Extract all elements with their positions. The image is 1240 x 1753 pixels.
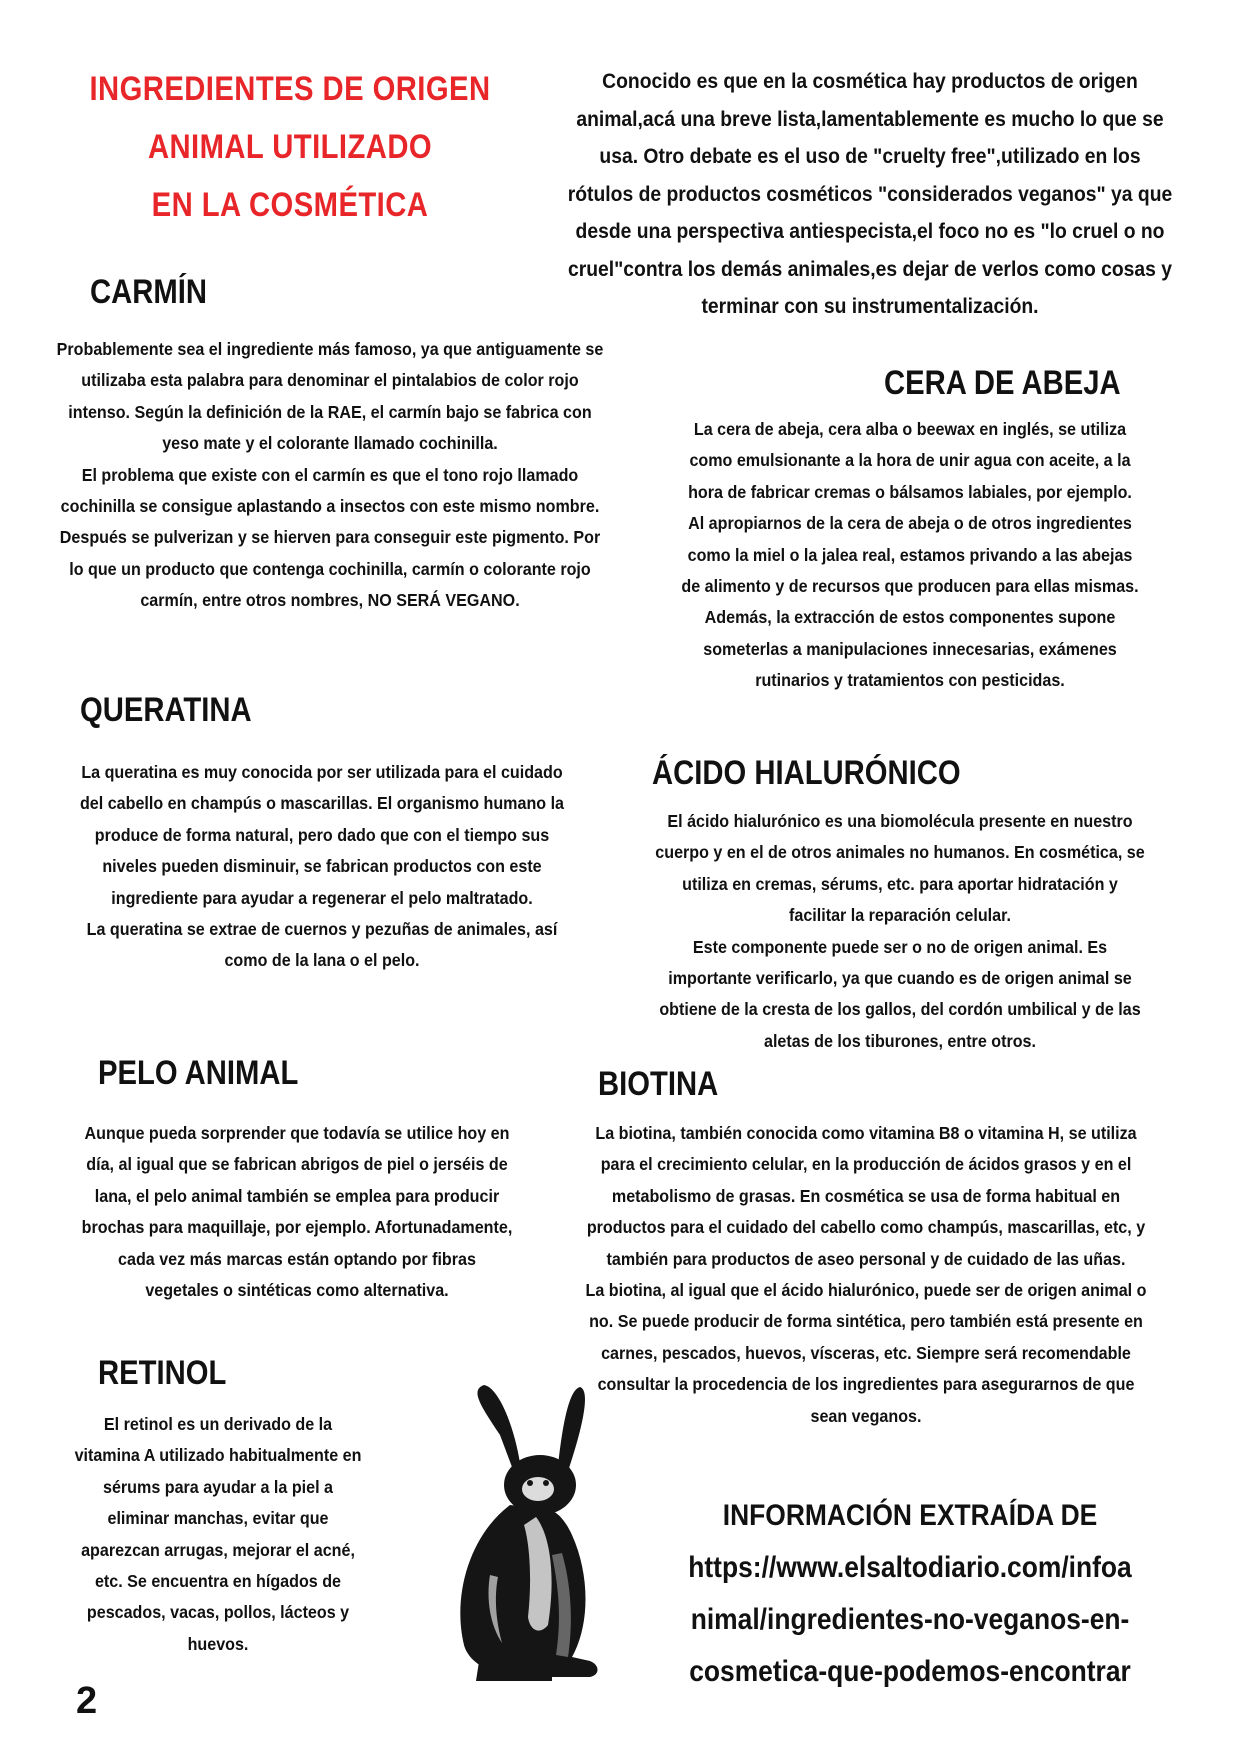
section-retinol-text bbox=[71, 1409, 365, 1660]
heading-acido-hialuronico: ÁCIDO HIALURÓNICO bbox=[652, 754, 961, 792]
biotina-paragraph-1: La biotina, también conocida como vitamina B8 o vitamina H, se utiliza para el crecimiento celular, en la producción de ácidos grasos y en el metabolismo de grasas. En cosmética se usa de forma habitual en productos para el cuidado del cabello como champús, mascarillas, etc, y también para productos de aseo personal y de cuidado de las uñas. bbox=[586, 1123, 1146, 1269]
queratina-paragraph-2: La queratina se extrae de cuernos y pezuñas de animales, así como de la lana o el pelo. bbox=[86, 919, 558, 971]
acido-paragraph-2: Este componente puede ser o no de origen animal. Es importante verificarlo, ya que cuando es de origen animal se obtiene de la cresta de los gallos, del cordón umbilical y de las aletas de los tiburones, entre otros. bbox=[659, 936, 1141, 1051]
heading-cera-de-abeja: CERA DE ABEJA bbox=[884, 364, 1121, 402]
section-carmin-text bbox=[54, 334, 606, 617]
cera-paragraph-2: Además, la extracción de estos componentes supone someterlas a manipulaciones innecesarias, exámenes rutinarios y tratamientos con pesticidas. bbox=[703, 607, 1117, 691]
rabbit-icon bbox=[440, 1385, 620, 1685]
intro-paragraph: Conocido es que en la cosmética hay productos de origen animal,acá una breve lista,lamentablemente es mucho lo que se usa. Otro debate es el uso de "cruelty free",utilizado en los rótulos de productos cosméticos "considerados veganos" ya que desde una perspectiva antiespecista,el foco no es "lo cruel o no cruel"contra los demás animales,es dejar de verlos como cosas y terminar con su instrumentalización. bbox=[567, 70, 1173, 318]
section-biotina-text bbox=[581, 1118, 1151, 1432]
source-url-line-3: cosmetica-que-podemos-encontrar bbox=[689, 1655, 1131, 1688]
acido-paragraph-1: El ácido hialurónico es una biomolécula presente en nuestro cuerpo y en el de otros animales no humanos. En cosmética, se utiliza en cremas, sérums, etc. para aportar hidratación y facilitar la reparación celular. bbox=[655, 811, 1145, 926]
title-line-1: INGREDIENTES DE ORIGEN bbox=[89, 70, 491, 108]
cera-paragraph-1: La cera de abeja, cera alba o beewax en inglés, se utiliza como emulsionante a la hora de unir agua con aceite, a la hora de fabricar cremas o bálsamos labiales, por ejemplo. Al apropiarnos de la cera de abeja o de otros ingredientes como la miel o la jalea real, estamos privando a las abejas de alimento y de recursos que producen para ellas mismas. bbox=[681, 419, 1139, 597]
source-label: INFORMACIÓN EXTRAÍDA DE bbox=[722, 1499, 1098, 1532]
queratina-paragraph-1: La queratina es muy conocida por ser utilizada para el cuidado del cabello en champús o mascarillas. El organismo humano la produce de forma natural, pero dado que con el tiempo sus niveles pueden disminuir, se fabrican productos con este ingrediente para ayudar a regenerar el pelo maltratado. bbox=[79, 762, 565, 908]
heading-pelo-animal: PELO ANIMAL bbox=[98, 1054, 299, 1092]
heading-carmin: CARMÍN bbox=[90, 273, 207, 311]
carmin-paragraph-2: El problema que existe con el carmín es que el tono rojo llamado cochinilla se consigue aplastando a insectos con este mismo nombre. Después se pulverizan y se hierven para conseguir este pigmento. Por lo que un producto que contenga cochinilla, carmín o colorante rojo carmín, entre otros nombres, NO SERÁ VEGANO. bbox=[59, 464, 601, 611]
heading-retinol: RETINOL bbox=[98, 1354, 227, 1392]
heading-biotina: BIOTINA bbox=[598, 1065, 719, 1103]
title-line-3: EN LA COSMÉTICA bbox=[151, 186, 429, 224]
source-block bbox=[672, 1490, 1147, 1698]
title-line-2: ANIMAL UTILIZADO bbox=[147, 128, 433, 166]
section-queratina-text bbox=[74, 757, 571, 977]
biotina-paragraph-2: La biotina, al igual que el ácido hialurónico, puede ser de origen animal o no. Se puede producir de forma sintética, pero también está presente en carnes, pescados, huevos, vísceras, etc. Siempre será recomendable consultar la procedencia de los ingredientes para asegurarnos de que sean veganos. bbox=[585, 1280, 1147, 1426]
page-number: 2 bbox=[76, 1680, 98, 1722]
carmin-paragraph-1: Probablemente sea el ingrediente más famoso, ya que antiguamente se utilizaba esta palabra para denominar el pintalabios de color rojo intenso. Según la definición de la RAE, el carmín bajo se fabrica con yeso mate y el colorante llamado cochinilla. bbox=[56, 339, 604, 454]
section-acido-text bbox=[652, 806, 1149, 1057]
section-cera-text bbox=[680, 414, 1140, 697]
source-url-line-1: https://www.elsaltodiario.com/infoa bbox=[688, 1551, 1132, 1584]
rabbit-illustration bbox=[440, 1385, 620, 1685]
source-url-line-2: nimal/ingredientes-no-veganos-en- bbox=[690, 1603, 1130, 1636]
retinol-paragraph-1: El retinol es un derivado de la vitamina A utilizado habitualmente en sérums para ayudar a la piel a eliminar manchas, evitar que aparezcan arrugas, mejorar el acné, etc. Se encuentra en hígados de pescados, vacas, pollos, lácteos y huevos. bbox=[74, 1414, 362, 1654]
heading-queratina: QUERATINA bbox=[80, 691, 252, 729]
page-title bbox=[75, 60, 505, 234]
section-pelo-text bbox=[81, 1118, 513, 1306]
pelo-paragraph-1: Aunque pueda sorprender que todavía se utilice hoy en día, al igual que se fabrican abrigos de piel o jerséis de lana, el pelo animal también se emplea para producir brochas para maquillaje, por ejemplo. Afortunadamente, cada vez más marcas están optando por fibras vegetales o sintéticas como alternativa. bbox=[81, 1123, 513, 1301]
